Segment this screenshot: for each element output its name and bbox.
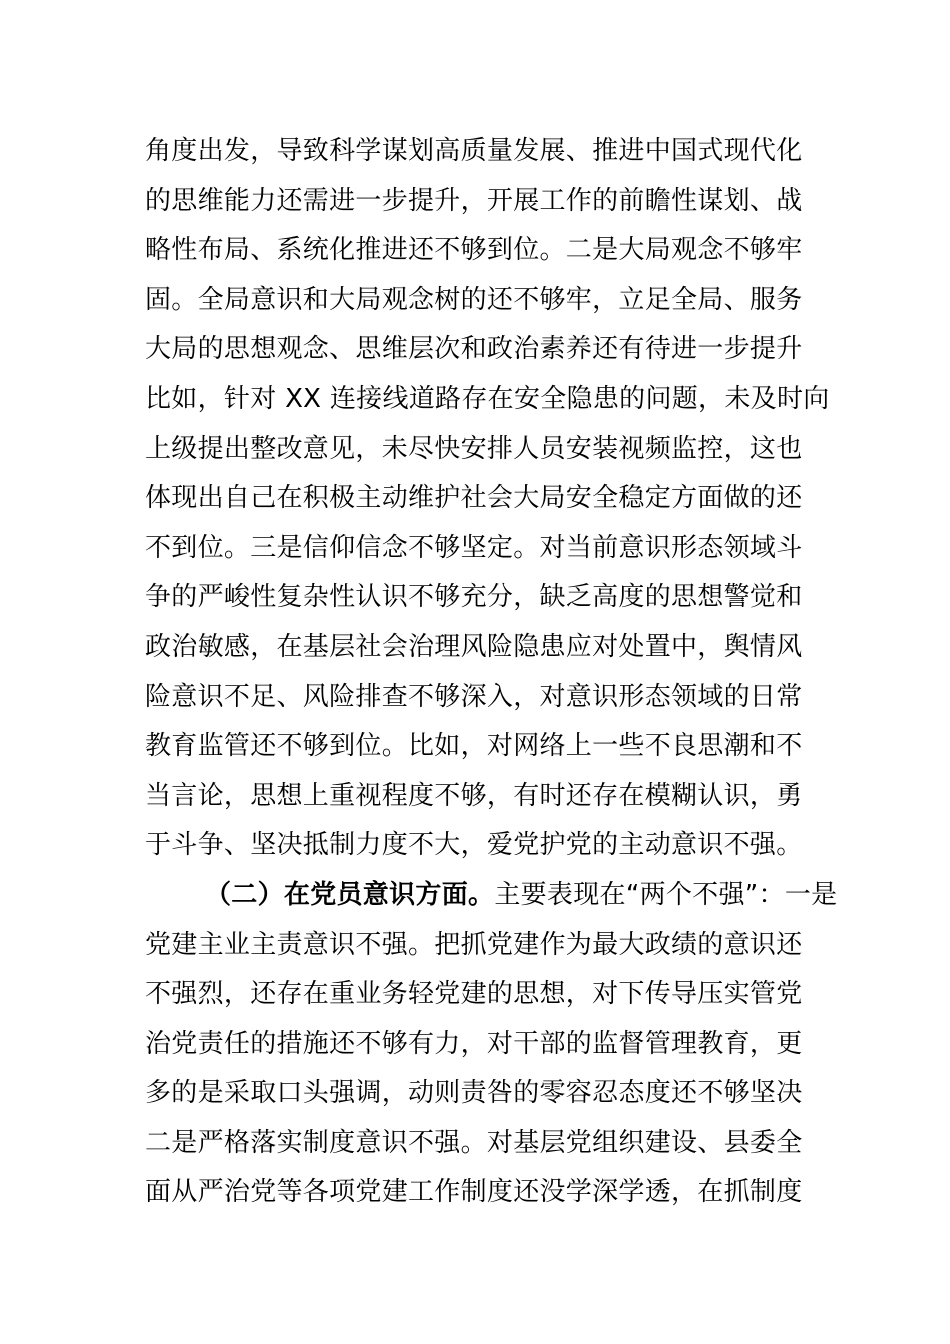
text-line: 略性布局、系统化推进还不够到位。二是大局观念不够牢: [145, 235, 803, 266]
text-line: 大局的思想观念、思维层次和政治素养还有待进一步提升: [145, 334, 803, 365]
text-line: 政治敏感，在基层社会治理风险隐患应对处置中，舆情风: [145, 631, 803, 662]
text-line: 不到位。三是信仰信念不够坚定。对当前意识形态领域斗: [145, 532, 803, 563]
section-heading: （二）在党员意识方面。: [205, 879, 495, 910]
text-line: 险意识不足、风险排查不够深入，对意识形态领域的日常: [145, 681, 803, 712]
section-heading-line: [145, 871, 838, 921]
text-line: 党建主业主责意识不强。把抓党建作为最大政绩的意识还: [145, 929, 803, 960]
text-line: 二是严格落实制度意识不强。对基层党组织建设、县委全: [145, 1127, 803, 1158]
text-line: 于斗争、坚决抵制力度不大，爱党护党的主动意识不强。: [145, 830, 803, 861]
document-body: [145, 127, 838, 1218]
text-line: 争的严峻性复杂性认识不够充分，缺乏高度的思想警觉和: [145, 582, 803, 613]
text-line: 固。全局意识和大局观念树的还不够牢，立足全局、服务: [145, 284, 803, 315]
text-line: 比如，针对 XX 连接线道路存在安全隐患的问题，未及时向: [145, 383, 830, 414]
text-line: 的思维能力还需进一步提升，开展工作的前瞻性谋划、战: [145, 185, 803, 216]
text-line: 当言论，思想上重视程度不够，有时还存在模糊认识，勇: [145, 780, 803, 811]
text-line: 上级提出整改意见，未尽快安排人员安装视频监控，这也: [145, 433, 803, 464]
text-line: 治党责任的措施还不够有力，对干部的监督管理教育，更: [145, 1028, 803, 1059]
section-heading-text: 主要表现在“两个不强”：一是: [494, 879, 838, 910]
text-line: 体现出自己在积极主动维护社会大局安全稳定方面做的还: [145, 483, 803, 514]
text-line: 面从严治党等各项党建工作制度还没学深学透，在抓制度: [145, 1177, 803, 1208]
text-line: 角度出发，导致科学谋划高质量发展、推进中国式现代化: [145, 136, 803, 166]
text-line: 不强烈，还存在重业务轻党建的思想，对下传导压实管党: [145, 979, 803, 1010]
text-line: 多的是采取口头强调，动则责咎的零容忍态度还不够坚决: [145, 1078, 803, 1109]
text-line: 教育监管还不够到位。比如，对网络上一些不良思潮和不: [145, 731, 803, 762]
